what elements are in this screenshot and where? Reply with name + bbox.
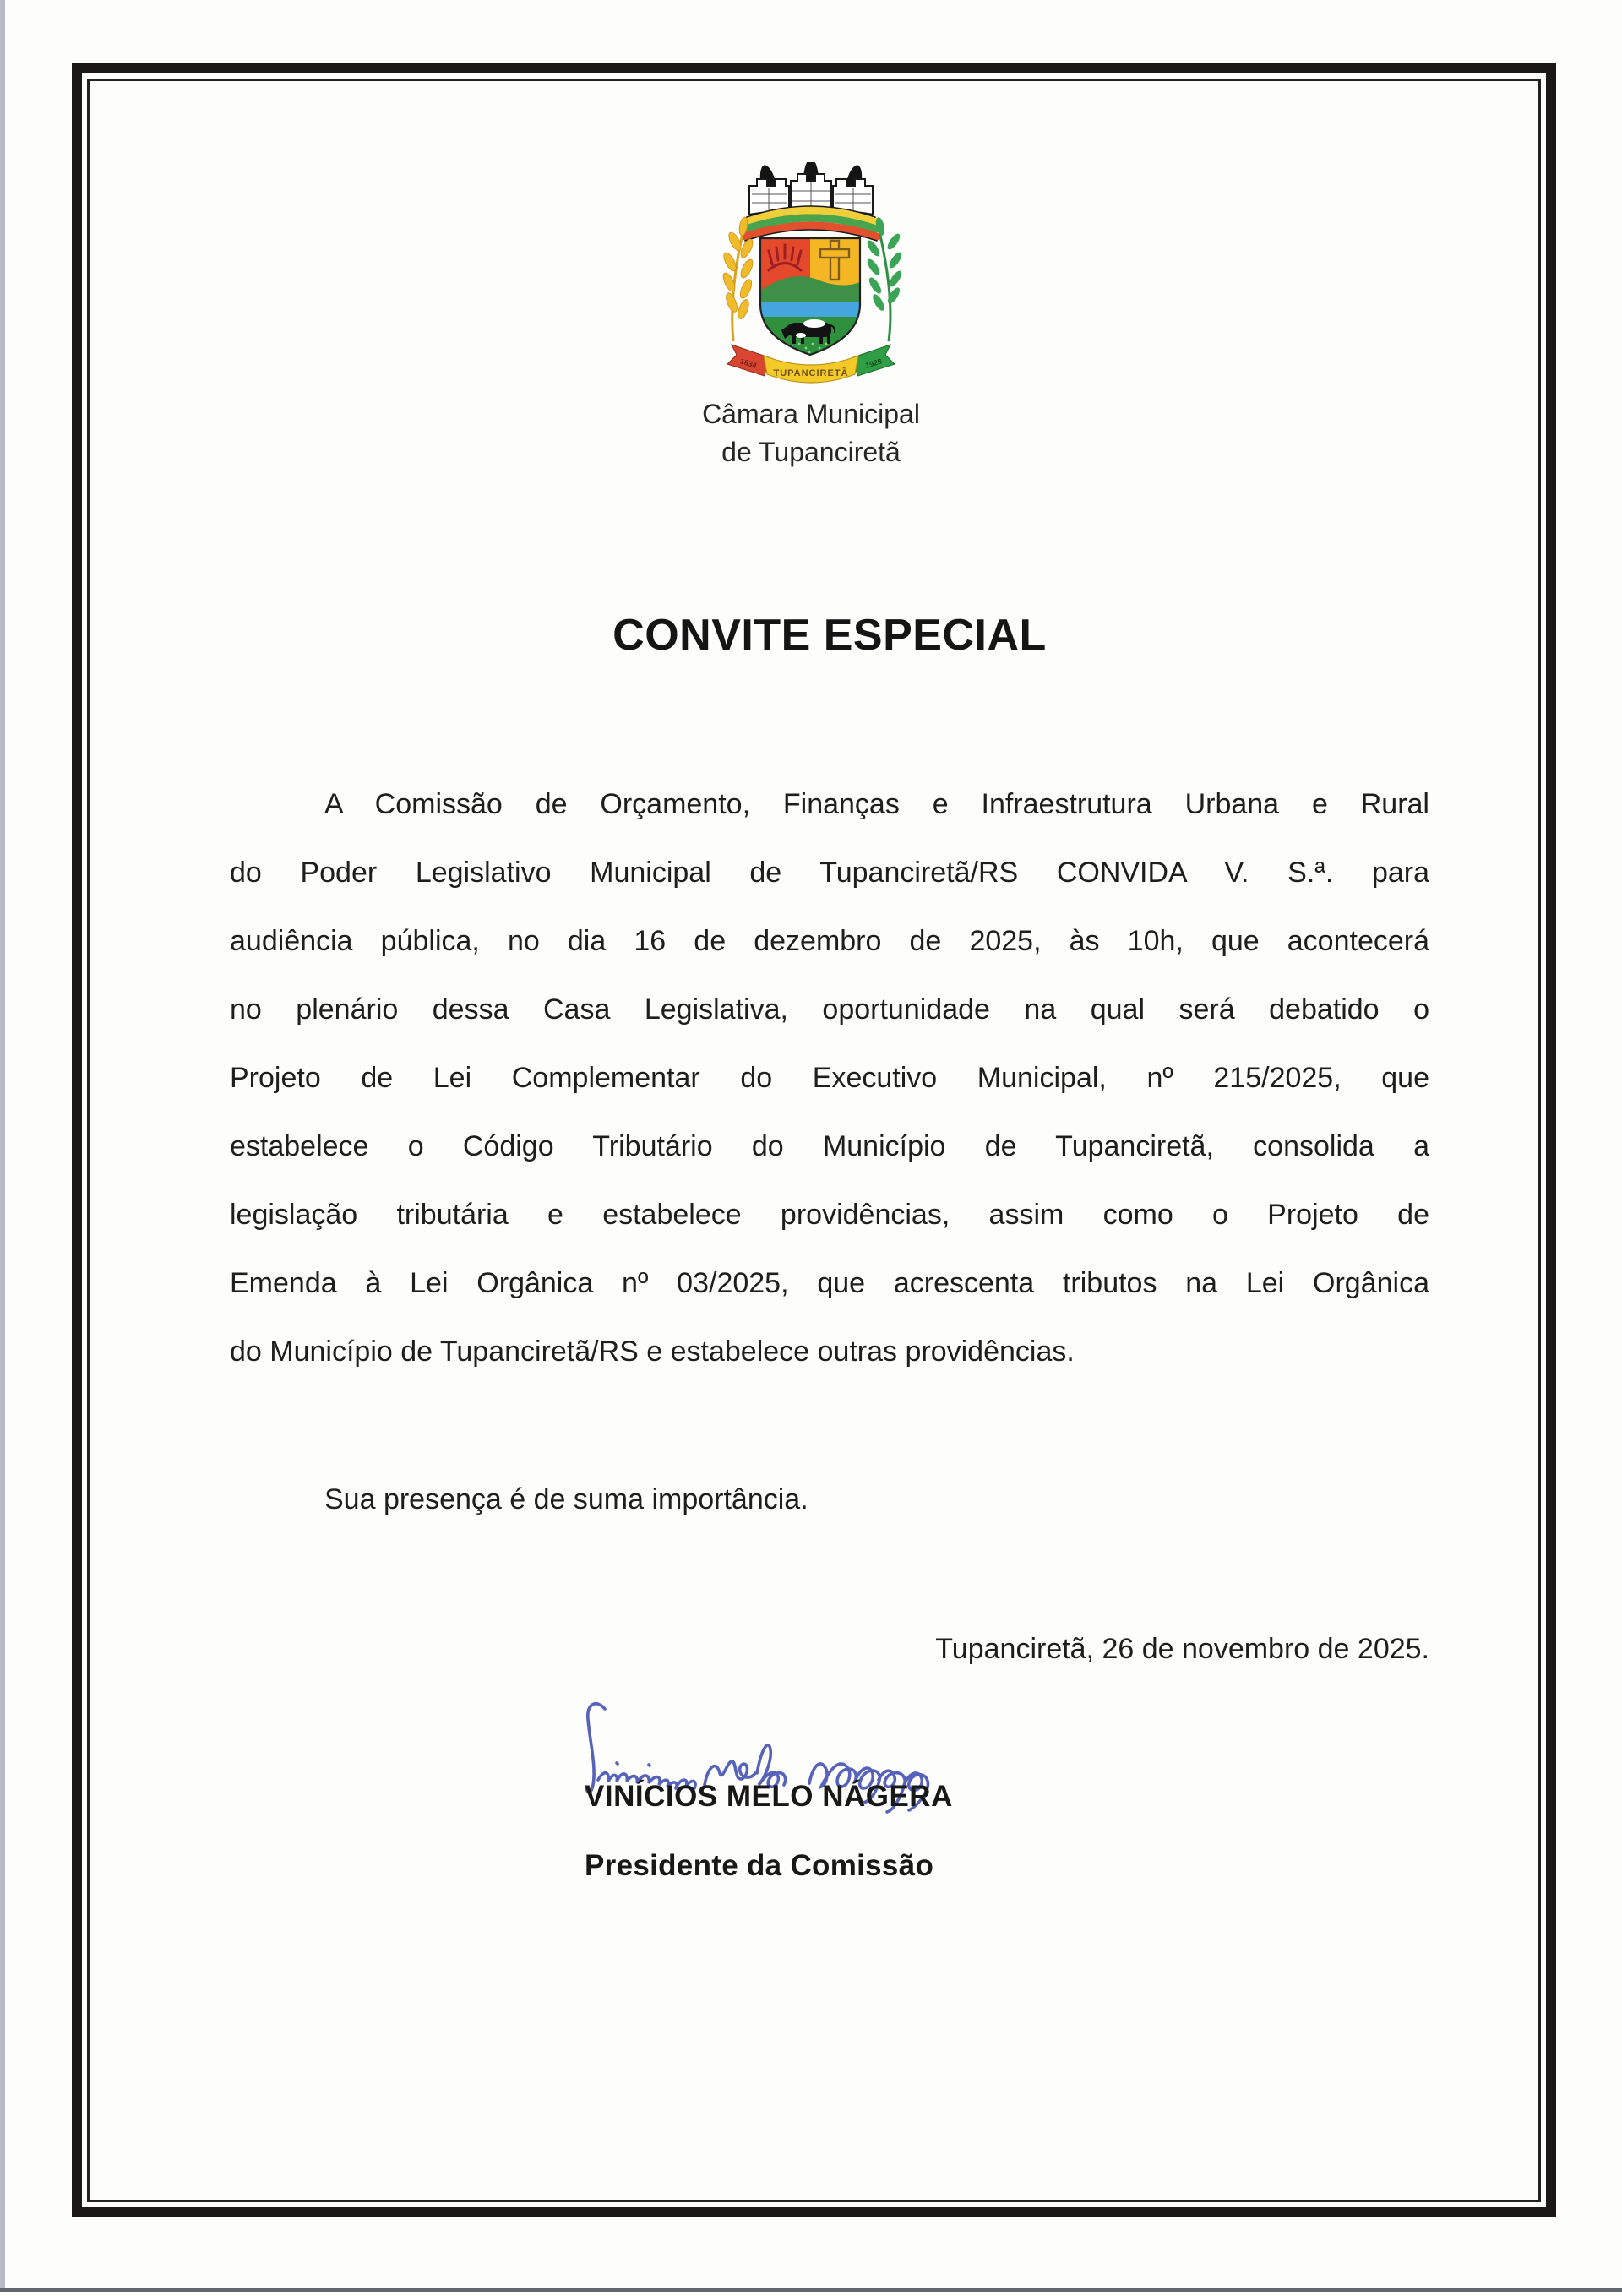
body-line: do Município de Tupanciretã/RS e estabelece outras providências. bbox=[230, 1336, 1075, 1368]
signer-role: Presidente da Comissão bbox=[585, 1849, 934, 1882]
body-line: estabelece o Código Tributário do Município de Tupanciretã, consolida a bbox=[230, 1130, 1429, 1162]
body-line: no plenário dessa Casa Legislativa, oportunidade na qual será debatido o bbox=[230, 993, 1429, 1026]
body-line: Emenda à Lei Orgânica nº 03/2025, que acrescenta tributos na Lei Orgânica bbox=[230, 1267, 1429, 1299]
organization-name-line1: Câmara Municipal bbox=[702, 399, 920, 429]
body-line: Projeto de Lei Complementar do Executivo Municipal, nº 215/2025, que bbox=[230, 1062, 1429, 1094]
ribbon-city-name: TUPANCIRETÃ bbox=[773, 368, 849, 378]
body-line: audiência pública, no dia 16 de dezembro de 2025, às 10h, que acontecerá bbox=[230, 925, 1429, 957]
document-title: CONVITE ESPECIAL bbox=[612, 611, 1047, 660]
scan-edge-left bbox=[0, 0, 5, 2291]
ribbon-year-left: 1834 bbox=[738, 356, 758, 370]
body-line: legislação tributária e estabelece providências, assim como o Projeto de bbox=[230, 1199, 1429, 1231]
body-line: A Comissão de Orçamento, Finanças e Infraestrutura Urbana e Rural bbox=[324, 788, 1429, 820]
date-line: Tupanciretã, 26 de novembro de 2025. bbox=[935, 1633, 1429, 1665]
body-line: do Poder Legislativo Municipal de Tupanciretã/RS CONVIDA V. S.ª. para bbox=[230, 857, 1429, 889]
municipal-coat-of-arms-icon bbox=[701, 162, 921, 392]
organization-name bbox=[600, 395, 1022, 471]
organization-name-line2: de Tupanciretã bbox=[721, 437, 901, 467]
body-paragraph bbox=[230, 770, 1429, 1386]
closing-sentence: Sua presença é de suma importância. bbox=[324, 1483, 808, 1515]
scan-edge-bottom bbox=[0, 2288, 1622, 2292]
signer-name: VINÍCIOS MELO NÁGERA bbox=[585, 1780, 953, 1813]
ribbon-year-right: 1928 bbox=[864, 356, 884, 370]
